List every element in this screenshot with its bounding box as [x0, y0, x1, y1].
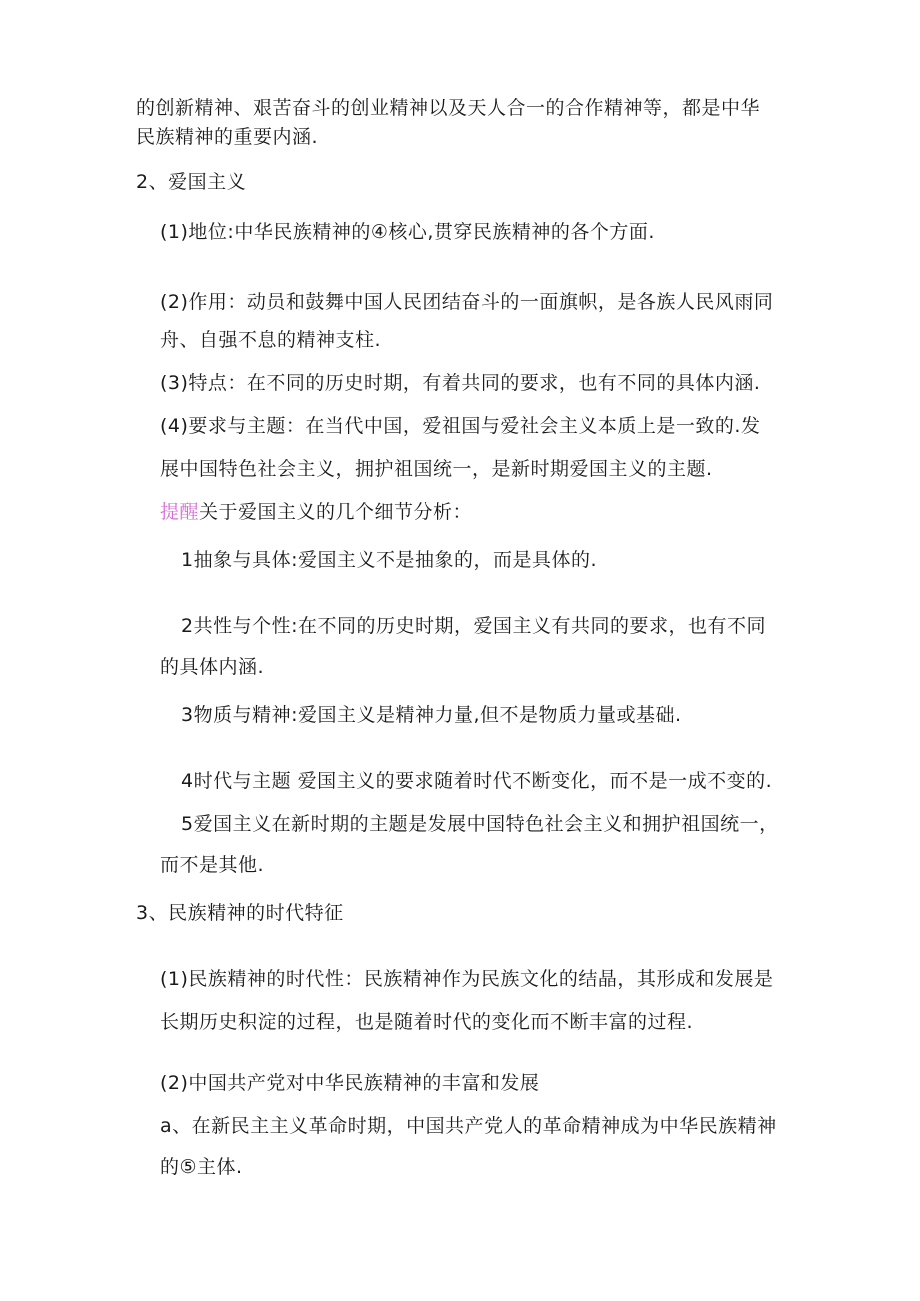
item-revolution-line-1: a、在新民主主义革命时期，中国共产党人的革命精神成为中华民族精神	[160, 1115, 777, 1137]
tip-text: 关于爱国主义的几个细节分析：	[199, 501, 473, 523]
detail-era-theme: 4时代与主题 爱国主义的要求随着时代不断变化，而不是一成不变的.	[181, 770, 773, 792]
paragraph-line-intro-1: 的创新精神、艰苦奋斗的创业精神以及天人合一的合作精神等，都是中华	[136, 97, 761, 119]
detail-abstract-concrete: 1抽象与具体:爱国主义不是抽象的，而是具体的.	[181, 549, 598, 571]
item-features: (3)特点：在不同的历史时期，有着共同的要求，也有不同的具体内涵.	[160, 372, 761, 394]
item-timeliness-line-1: (1)民族精神的时代性：民族精神作为民族文化的结晶，其形成和发展是	[160, 968, 774, 990]
section-heading-patriotism: 2、爱国主义	[136, 171, 247, 193]
detail-new-era-line-1: 5爱国主义在新时期的主题是发展中国特色社会主义和拥护祖国统一，	[181, 813, 779, 835]
item-revolution-line-2: 的⑤主体.	[160, 1156, 243, 1178]
item-status: (1)地位:中华民族精神的④核心,贯穿民族精神的各个方面.	[160, 221, 655, 243]
item-requirements-line-1: (4)要求与主题：在当代中国，爱祖国与爱社会主义本质上是一致的.发	[160, 415, 761, 437]
item-timeliness-line-2: 长期历史积淀的过程，也是随着时代的变化而不断丰富的过程.	[160, 1011, 694, 1033]
tip-label: 提醒	[160, 501, 200, 523]
item-party-contribution: (2)中国共产党对中华民族精神的丰富和发展	[160, 1072, 540, 1094]
section-heading-era-features: 3、民族精神的时代特征	[136, 902, 344, 924]
item-role-line-1: (2)作用：动员和鼓舞中国人民团结奋斗的一面旗帜，是各族人民风雨同	[160, 291, 774, 313]
detail-commonality-line-2: 的具体内涵.	[160, 656, 265, 678]
item-role-line-2: 舟、自强不息的精神支柱.	[160, 329, 382, 351]
paragraph-line-intro-2: 民族精神的重要内涵.	[136, 126, 319, 148]
tip-line	[160, 500, 472, 524]
item-requirements-line-2: 展中国特色社会主义，拥护祖国统一，是新时期爱国主义的主题.	[160, 458, 713, 480]
detail-new-era-line-2: 而不是其他.	[160, 854, 265, 876]
detail-material-spirit: 3物质与精神:爱国主义是精神力量,但不是物质力量或基础.	[181, 704, 682, 726]
detail-commonality-line-1: 2共性与个性:在不同的历史时期，爱国主义有共同的要求，也有不同	[181, 615, 766, 637]
